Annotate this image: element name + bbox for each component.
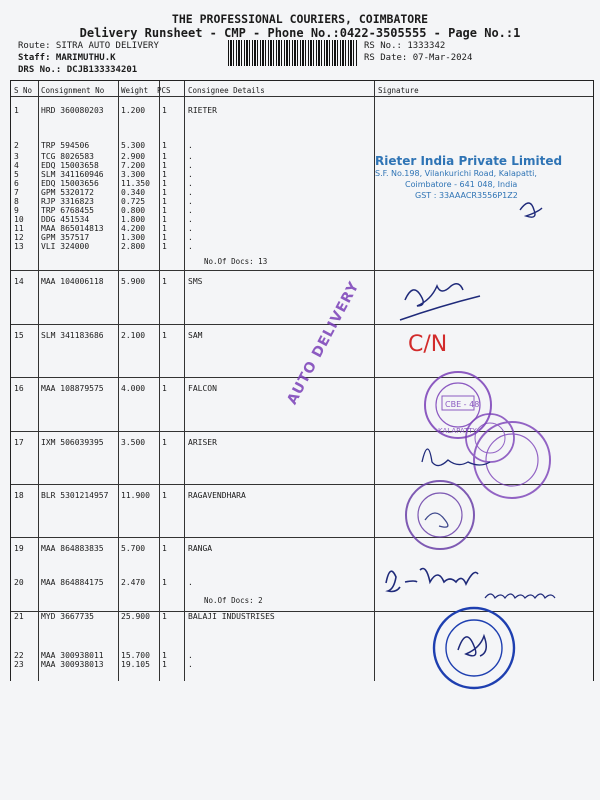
row-weight: 3.300 — [121, 170, 146, 179]
row-consignment-no: VLI 324000 — [41, 242, 90, 251]
row-weight: 7.200 — [121, 161, 146, 170]
row-consignment-no: MAA 864883835 — [41, 544, 104, 553]
signature-ranga — [386, 569, 478, 592]
row-pcs: 1 — [162, 161, 167, 170]
row-pcs: 1 — [162, 660, 167, 669]
rieter-stamp-address-2: Coimbatore - 641 048, India — [405, 180, 518, 189]
row-consignment-no: SLM 341183686 — [41, 331, 104, 340]
row-weight: 1.300 — [121, 233, 146, 242]
row-consignment-no: TRP 6768455 — [41, 206, 94, 215]
row-pcs: 1 — [162, 578, 167, 587]
row-sno: 2 — [14, 141, 19, 150]
route-label: Route: SITRA AUTO DELIVERY — [18, 41, 159, 51]
row-weight: 25.900 — [121, 612, 150, 621]
row-sno: 17 — [14, 438, 24, 447]
falcon-stamp-text: CBE - 48 — [445, 400, 480, 409]
runsheet-title: Delivery Runsheet - CMP - Phone No.:0422-3505555 - Page No.:1 — [79, 26, 521, 40]
row-consignee: RIETER — [188, 106, 217, 115]
row-weight: 5.900 — [121, 277, 146, 286]
row-sno: 19 — [14, 544, 24, 553]
row-consignment-no: MYD 3667735 — [41, 612, 94, 621]
row-weight: 5.700 — [121, 544, 146, 553]
row-sno: 15 — [14, 331, 24, 340]
row-sno: 10 — [14, 215, 24, 224]
row-consignee: . — [188, 170, 193, 179]
col-pcs: PCS — [157, 86, 171, 95]
row-consignee: . — [188, 188, 193, 197]
docs-count-2: No.Of Docs: 2 — [204, 596, 263, 605]
row-weight: 0.725 — [121, 197, 146, 206]
row-pcs: 1 — [162, 242, 167, 251]
row-sno: 20 — [14, 578, 24, 587]
row-sno: 11 — [14, 224, 24, 233]
row-consignee: . — [188, 197, 193, 206]
row-weight: 0.800 — [121, 206, 146, 215]
row-consignee: FALCON — [188, 384, 217, 393]
rieter-stamp-gst: GST : 33AAACR3556P1Z2 — [415, 191, 518, 200]
row-pcs: 1 — [162, 224, 167, 233]
row-weight: 11.900 — [121, 491, 150, 500]
row-sno: 8 — [14, 197, 19, 206]
row-consignee: . — [188, 152, 193, 161]
row-sno: 18 — [14, 491, 24, 500]
row-consignment-no: BLR 5301214957 — [41, 491, 109, 500]
row-pcs: 1 — [162, 612, 167, 621]
row-consignment-no: EDQ 15003658 — [41, 161, 99, 170]
row-consignee: . — [188, 242, 193, 251]
col-consignee: Consignee Details — [188, 86, 265, 95]
row-consignment-no: MAA 104006118 — [41, 277, 104, 286]
row-consignee: . — [188, 141, 193, 150]
signature-date — [485, 594, 555, 598]
row-pcs: 1 — [162, 215, 167, 224]
rieter-stamp-name: Rieter India Private Limited — [375, 154, 563, 168]
row-consignee: SMS — [188, 277, 203, 286]
staff-label: Staff: MARIMUTHU.K — [18, 53, 116, 63]
drs-number: DRS No.: DCJB133334201 — [18, 65, 138, 75]
row-consignment-no: MAA 865014813 — [41, 224, 104, 233]
row-pcs: 1 — [162, 277, 167, 286]
col-sno: S No — [14, 86, 33, 95]
row-pcs: 1 — [162, 179, 167, 188]
row-consignment-no: RJP 3316823 — [41, 197, 94, 206]
row-consignee: . — [188, 215, 193, 224]
row-consignee: . — [188, 578, 193, 587]
signature-ariser — [422, 449, 490, 466]
col-signature: Signature — [378, 86, 419, 95]
row-consignment-no: GPM 5320172 — [41, 188, 94, 197]
col-consignment: Consignment No — [41, 86, 105, 95]
rs-date: RS Date: 07-Mar-2024 — [364, 53, 473, 63]
row-sno: 22 — [14, 651, 24, 660]
ragavendhara-stamp — [406, 481, 474, 549]
row-consignment-no: EDQ 15003656 — [41, 179, 99, 188]
rieter-stamp-address-1: S.F. No.198, Vilankurichi Road, Kalapatti, — [375, 169, 537, 178]
row-weight: 4.200 — [121, 224, 146, 233]
signature-row1 — [520, 203, 542, 217]
row-consignee: RANGA — [188, 544, 213, 553]
row-weight: 1.200 — [121, 106, 146, 115]
auto-delivery-stamp: AUTO DELIVERY — [284, 278, 363, 408]
row-consignee: . — [188, 660, 193, 669]
row-pcs: 1 — [162, 384, 167, 393]
row-pcs: 1 — [162, 438, 167, 447]
row-sno: 13 — [14, 242, 24, 251]
row-consignment-no: DDG 451534 — [41, 215, 90, 224]
row-weight: 19.105 — [121, 660, 150, 669]
row-sno: 7 — [14, 188, 19, 197]
row-weight: 5.300 — [121, 141, 146, 150]
row-consignment-no: MAA 300938013 — [41, 660, 104, 669]
row-pcs: 1 — [162, 491, 167, 500]
row-weight: 2.470 — [121, 578, 146, 587]
row-consignment-no: HRD 360080203 — [41, 106, 104, 115]
row-consignment-no: MAA 864884175 — [41, 578, 104, 587]
rs-number: RS No.: 1333342 — [364, 41, 446, 51]
row-sno: 1 — [14, 106, 19, 115]
row-pcs: 1 — [162, 188, 167, 197]
row-consignment-no: SLM 341160946 — [41, 170, 104, 179]
row-weight: 2.800 — [121, 242, 146, 251]
row-consignment-no: IXM 506039395 — [41, 438, 104, 447]
row-sno: 9 — [14, 206, 19, 215]
row-consignee: . — [188, 179, 193, 188]
row-consignment-no: TRP 594506 — [41, 141, 90, 150]
docs-count-1: No.Of Docs: 13 — [204, 257, 268, 266]
row-weight: 15.700 — [121, 651, 150, 660]
row-pcs: 1 — [162, 233, 167, 242]
row-consignee: . — [188, 161, 193, 170]
row-weight: 0.340 — [121, 188, 146, 197]
row-consignment-no: GPM 357517 — [41, 233, 90, 242]
row-consignee: SAM — [188, 331, 203, 340]
row-sno: 14 — [14, 277, 24, 286]
row-weight: 1.800 — [121, 215, 146, 224]
row-sno: 21 — [14, 612, 24, 621]
row-sno: 16 — [14, 384, 24, 393]
row-sno: 23 — [14, 660, 24, 669]
row-sno: 12 — [14, 233, 24, 242]
row-consignment-no: MAA 300938011 — [41, 651, 104, 660]
row-consignment-no: MAA 108879575 — [41, 384, 104, 393]
ariser-stamp — [466, 414, 550, 498]
cn-mark: C/N — [408, 332, 448, 357]
row-weight: 11.350 — [121, 179, 150, 188]
row-weight: 2.100 — [121, 331, 146, 340]
row-pcs: 1 — [162, 106, 167, 115]
row-pcs: 1 — [162, 197, 167, 206]
row-consignee: RAGAVENDHARA — [188, 491, 246, 500]
company-title: THE PROFESSIONAL COURIERS, COIMBATORE — [171, 12, 429, 26]
row-pcs: 1 — [162, 651, 167, 660]
row-pcs: 1 — [162, 206, 167, 215]
row-consignee: . — [188, 651, 193, 660]
row-consignee: BALAJI INDUSTRISES — [188, 612, 275, 621]
signature-sms — [400, 284, 480, 320]
row-pcs: 1 — [162, 170, 167, 179]
row-pcs: 1 — [162, 152, 167, 161]
balaji-stamp — [434, 608, 514, 688]
row-consignee: ARISER — [188, 438, 217, 447]
row-pcs: 1 — [162, 544, 167, 553]
row-pcs: 1 — [162, 331, 167, 340]
falcon-stamp — [425, 372, 491, 438]
falcon-stamp-place: KALAPATTY — [438, 427, 477, 435]
row-weight: 3.500 — [121, 438, 146, 447]
row-consignment-no: TCG 8026583 — [41, 152, 94, 161]
row-sno: 3 — [14, 152, 19, 161]
row-weight: 2.900 — [121, 152, 146, 161]
row-consignee: . — [188, 233, 193, 242]
row-consignee: . — [188, 224, 193, 233]
row-sno: 4 — [14, 161, 19, 170]
row-sno: 6 — [14, 179, 19, 188]
row-sno: 5 — [14, 170, 19, 179]
row-pcs: 1 — [162, 141, 167, 150]
col-weight: Weight — [121, 86, 149, 95]
row-weight: 4.000 — [121, 384, 146, 393]
row-consignee: . — [188, 206, 193, 215]
